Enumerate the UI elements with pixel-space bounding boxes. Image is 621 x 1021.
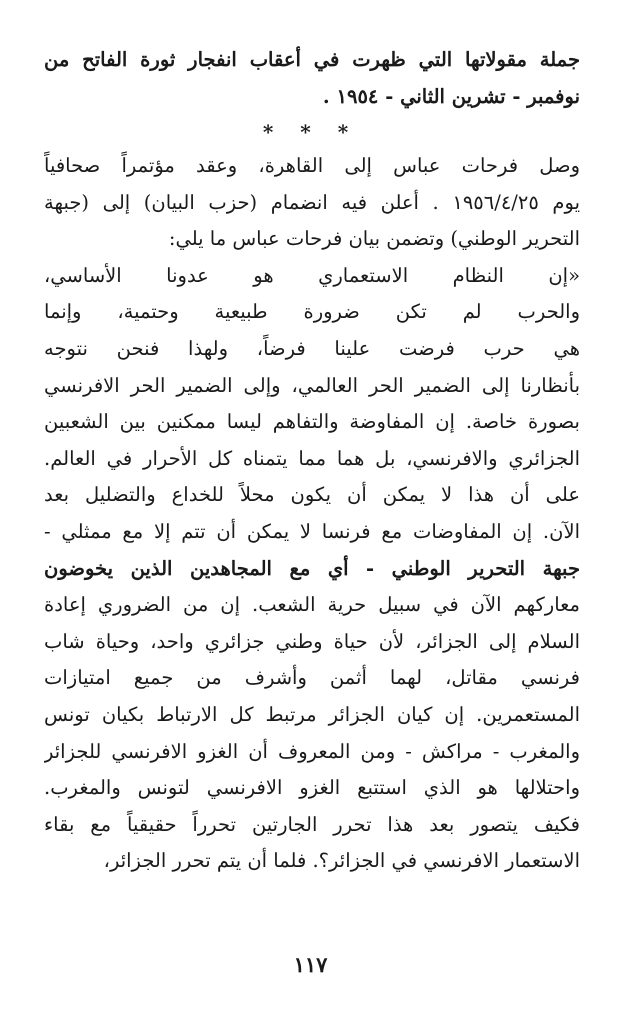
- quote-line: الاستعمار الافرنسي في الجزائر؟. فلما أن يتم تحرر الجزائر،: [103, 849, 580, 873]
- intro-paragraph: [44, 42, 580, 115]
- section-separator: * * *: [262, 120, 359, 144]
- text-line: التحرير الوطني) وتضمن بيان فرحات عباس ما يلي:: [168, 227, 580, 251]
- quote-line: هي حرب فرضت علينا فرضاً، ولهذا فنحن نتوجه: [44, 336, 580, 360]
- body-paragraph: [44, 148, 580, 880]
- page-number: ١١٧: [293, 952, 328, 977]
- text-line: يوم ١٩٥٦/٤/٢٥ . أعلن فيه انضمام (حزب البيان) إلى (جبهة: [44, 190, 580, 214]
- quote-line: بأنظارنا إلى الضمير الحر العالمي، وإلى الضمير الحر الافرنسي: [44, 373, 580, 397]
- quote-line: على أن هذا لا يمكن أن يكون محلاً للخداع والتضليل بعد: [44, 483, 580, 507]
- text-line: وصل فرحات عباس إلى القاهرة، وعقد مؤتمراً صحافياً: [44, 154, 580, 177]
- quote-line: والحرب لم تكن ضرورة طبيعية وحتمية، وإنما: [44, 300, 580, 324]
- quote-line: فرنسي مقاتل، لهما أثمن وأشرف من جميع امتيازات: [44, 666, 580, 690]
- quote-line: الجزائري والافرنسي، بل هما مما يتمناه كل الأحرار في العالم.: [44, 446, 580, 470]
- quote-line: والمغرب - مراكش - ومن المعروف أن الغزو الافرنسي للجزائر: [44, 739, 580, 763]
- text-line: نوفمبر - تشرين الثاني - ١٩٥٤ .: [322, 84, 580, 108]
- text-line: جملة مقولاتها التي ظهرت في أعقاب انفجار ثورة الفاتح من: [44, 48, 580, 71]
- quote-line: المستعمرين. إن كيان الجزائر مرتبط كل الارتباط بكيان تونس: [44, 702, 580, 726]
- quote-line: الآن. إن المفاوضات مع فرنسا لا يمكن أن تتم إلا مع ممثلي -: [44, 519, 580, 543]
- quote-line: واحتلالها هو الذي استتبع الغزو الافرنسي لتونس والمغرب.: [44, 776, 580, 800]
- quote-line: «إن النظام الاستعماري هو عدونا الأساسي،: [44, 263, 580, 287]
- quote-line: فكيف يتصور بعد هذا تحرر الجارتين تحرراً حقيقياً مع بقاء: [44, 812, 580, 836]
- quote-line: جبهة التحرير الوطني - أي مع المجاهدين الذين يخوضون: [44, 556, 580, 580]
- quote-line: بصورة خاصة. إن المفاوضة والتفاهم ليسا ممكنين بين الشعبين: [44, 410, 580, 434]
- quote-line: السلام إلى الجزائر، لأن حياة وطني جزائري واحد، وحياة شاب: [44, 629, 580, 653]
- quote-line: معاركهم الآن في سبيل حرية الشعب. إن من الضروري إعادة: [44, 593, 580, 617]
